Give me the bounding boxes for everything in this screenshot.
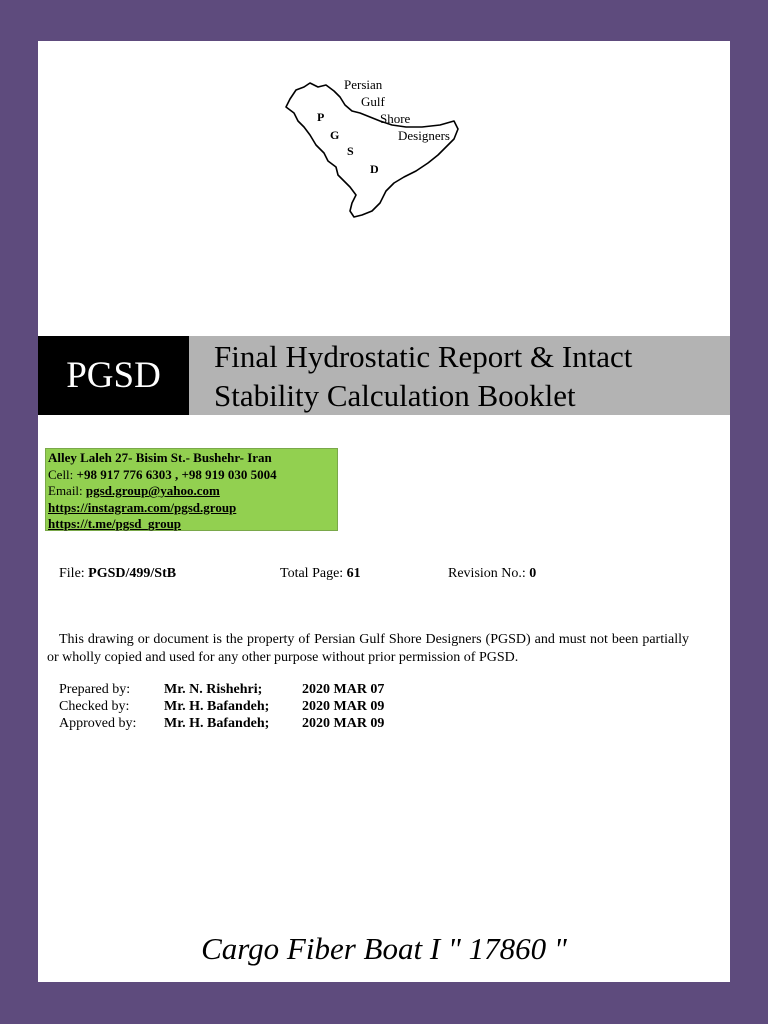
approved-date: 2020 MAR 09 — [302, 716, 385, 731]
logo-letter-p: P — [317, 110, 325, 124]
logo-letter-s: S — [347, 144, 354, 158]
email-label: Email: — [48, 483, 86, 498]
logo-text-persian: Persian — [344, 77, 383, 92]
logo-text-shore: Shore — [380, 111, 411, 126]
property-notice: This drawing or document is the property of Persian Gulf Shore Designers (PGSD) and must not been partially or wholly copied and used for any other purpose without prior permission of PGSD. — [47, 632, 689, 665]
revision-number — [448, 566, 536, 582]
approved-role: Approved by: — [59, 716, 137, 731]
file-label: File: — [59, 566, 89, 581]
pages-value: 61 — [346, 566, 361, 581]
cell-label: Cell: — [48, 466, 77, 482]
file-number — [59, 566, 176, 582]
telegram-link[interactable]: https://t.me/pgsd_group — [48, 516, 182, 531]
document-page — [38, 41, 730, 982]
vessel-title: Cargo Fiber Boat I " 17860 " — [201, 931, 567, 966]
checked-role: Checked by: — [59, 699, 130, 714]
prepared-date: 2020 MAR 07 — [302, 682, 385, 697]
brand-label: PGSD — [38, 336, 189, 415]
email-link[interactable]: pgsd.group@yahoo.com — [85, 483, 220, 498]
contact-address: Alley Laleh 27- Bisim St.- Bushehr- Iran — [48, 450, 272, 465]
title-band — [38, 336, 730, 415]
file-value: PGSD/499/StB — [88, 566, 177, 581]
pages-label: Total Page: — [280, 566, 347, 581]
revision-label: Revision No.: — [448, 566, 530, 581]
instagram-link[interactable]: https://instagram.com/pgsd.group — [48, 499, 237, 515]
cell-numbers: +98 917 776 6303 , +98 919 030 5004 — [76, 466, 277, 482]
report-title — [189, 336, 730, 415]
revision-value: 0 — [529, 566, 537, 581]
prepared-role: Prepared by: — [59, 682, 131, 697]
report-title-line2: Stability Calculation Booklet — [214, 378, 576, 413]
logo-text-gulf: Gulf — [361, 94, 385, 109]
report-title-line1: Final Hydrostatic Report & Intact — [214, 339, 633, 374]
logo-letter-d: D — [370, 162, 379, 176]
pgsd-logo — [282, 73, 472, 223]
prepared-name: Mr. N. Rishehri; — [164, 682, 263, 697]
checked-date: 2020 MAR 09 — [302, 699, 385, 714]
approved-name: Mr. H. Bafandeh; — [164, 716, 270, 731]
logo-letter-g: G — [330, 128, 340, 142]
checked-name: Mr. H. Bafandeh; — [164, 699, 270, 714]
logo-text-designers: Designers — [398, 128, 450, 143]
total-pages — [280, 566, 361, 582]
contact-box — [45, 448, 338, 531]
